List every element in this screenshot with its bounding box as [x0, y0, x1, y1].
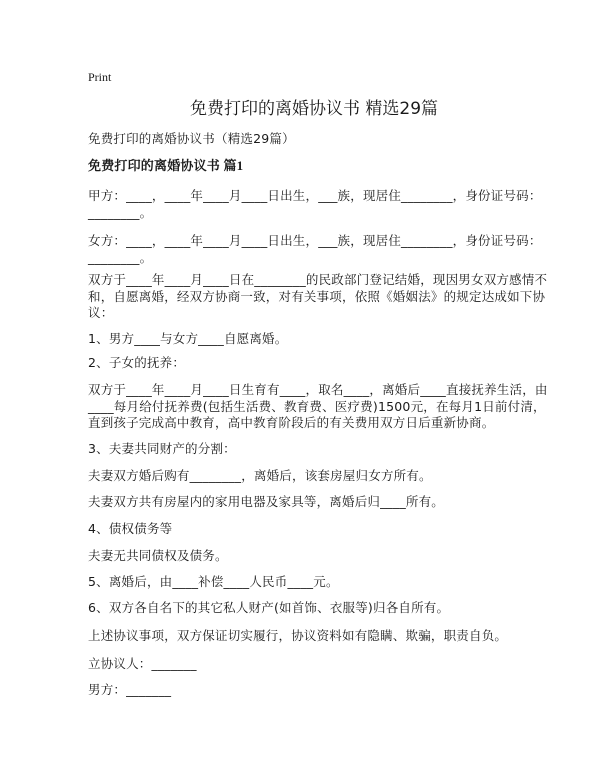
paragraph-line: 6、双方各自名下的其它私人财产(如首饰、衣服等)归各自所有。	[88, 600, 450, 615]
section-heading: 免费打印的离婚协议书 篇1	[88, 158, 244, 173]
paragraph-line: 双方于____年____月____日生育有____，取名____，离婚后____直接抚养生活，由	[88, 382, 548, 397]
print-link[interactable]: Print	[88, 70, 112, 84]
paragraph-line: ________。	[88, 250, 153, 265]
paragraph-line: 1、男方____与女方____自愿离婚。	[88, 331, 288, 346]
paragraph-line: ____每月给付抚养费(包括生活费、教育费、医疗费)1500元，在每月1日前付清，	[88, 399, 546, 414]
paragraph-line: 夫妻双方婚后购有________，离婚后，该套房屋归女方所有。	[88, 468, 432, 483]
paragraph-line: 上述协议事项，双方保证切实履行，协议资料如有隐瞒、欺骗，职责自负。	[88, 628, 508, 643]
paragraph-line: 3、夫妻共同财产的分割：	[88, 441, 236, 456]
paragraph-line: 和，自愿离婚，经双方协商一致，对有关事项，依照《婚姻法》的规定达成如下协	[88, 289, 546, 304]
paragraph-line: ________。	[88, 205, 153, 220]
subtitle: 免费打印的离婚协议书（精选29篇）	[88, 131, 295, 146]
document-title: 免费打印的离婚协议书 精选29篇	[189, 99, 439, 119]
paragraph-line: 甲方：____，____年____月____日出生，___族，现居住________，身份证号码：	[88, 188, 542, 203]
paragraph-line: 4、债权债务等	[88, 521, 173, 536]
paragraph-line: 夫妻无共同债权及债务。	[88, 548, 228, 563]
paragraph-line: 直到孩子完成高中教育，高中教育阶段后的有关费用双方日后重新协商。	[88, 415, 495, 430]
paragraph-line: 议：	[88, 305, 114, 320]
paragraph-line: 夫妻双方共有房屋内的家用电器及家具等，离婚后归____所有。	[88, 494, 445, 509]
paragraph-line: 2、子女的抚养：	[88, 355, 186, 370]
paragraph-line: 女方：____，____年____月____日出生，___族，现居住________，身份证号码：	[88, 233, 542, 248]
signature-line: 男方：_______	[88, 682, 172, 697]
paragraph-line: 双方于____年____月____日在________的民政部门登记结婚，现因男女双方感情不	[88, 272, 548, 287]
signature-line: 立协议人：_______	[88, 656, 197, 671]
paragraph-line: 5、离婚后，由____补偿____人民币____元。	[88, 574, 339, 589]
